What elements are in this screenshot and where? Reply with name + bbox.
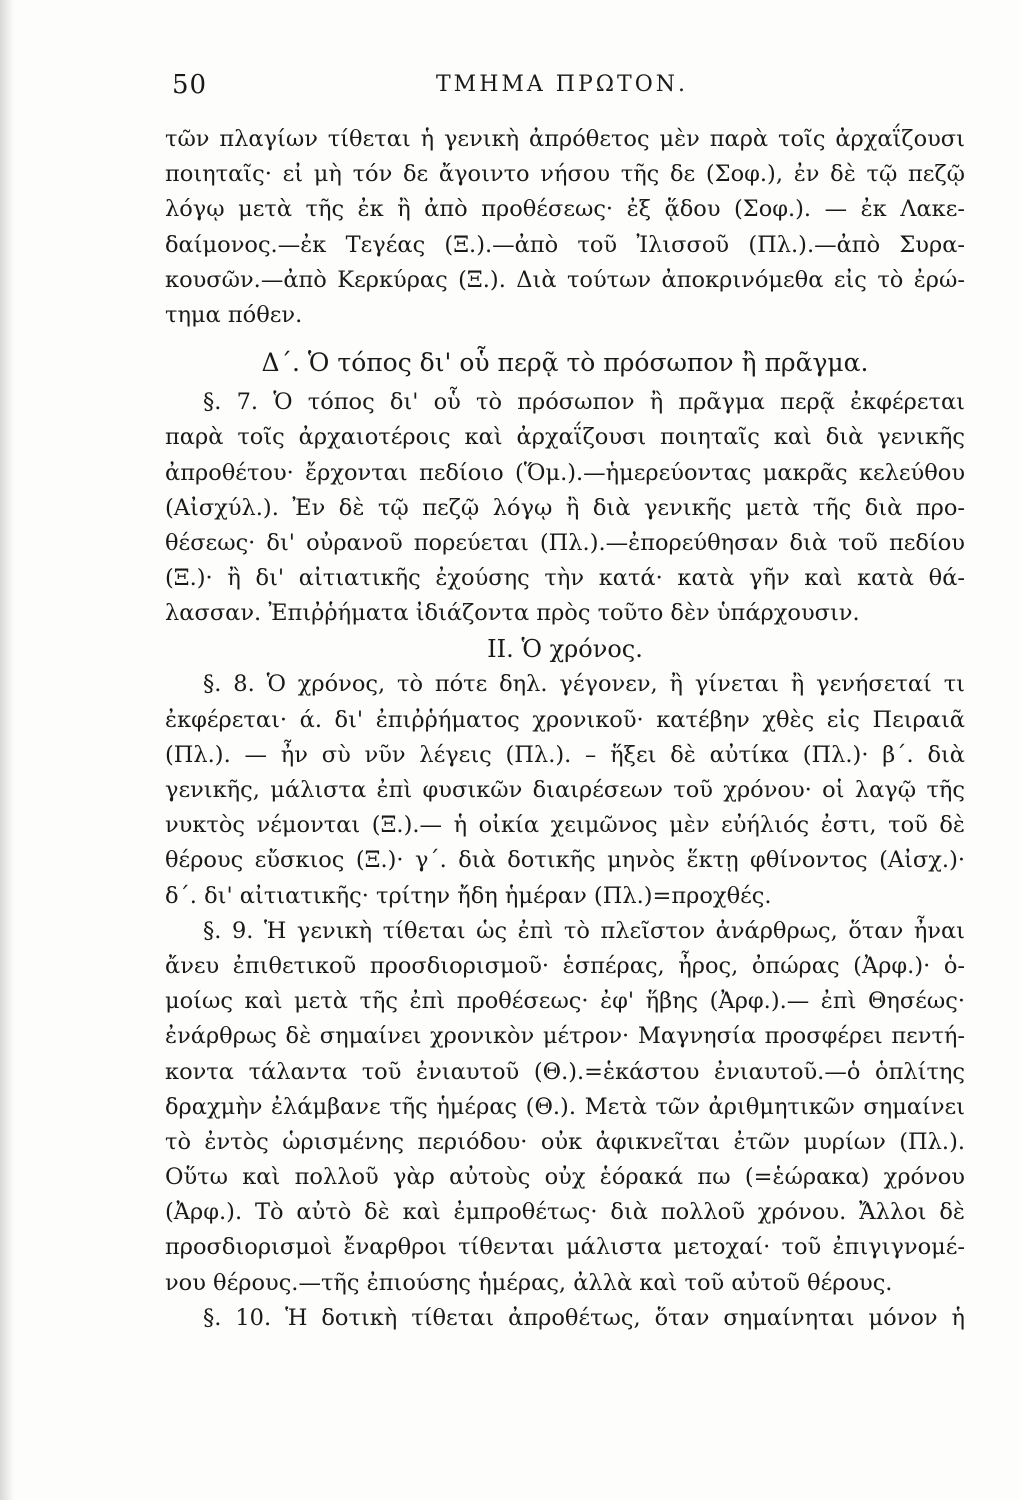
running-title: ΤΜΗΜΑ ΠΡΩΤΟΝ.: [436, 72, 688, 97]
text-line: §. 8. Ὁ χρόνος, τὸ πότε δηλ. γέγονεν, ἢ γίνεται ἢ γενήσεταί τι: [203, 671, 965, 698]
text-line: τημα πόθεν.: [165, 301, 303, 328]
text-line: παρὰ τοῖς ἀρχαιοτέροις καὶ ἀρχαΐζουσι ποιηταῖς καὶ διὰ γενικῆς: [165, 424, 965, 451]
text-line: (Αἰσχύλ.). Ἐν δὲ τῷ πεζῷ λόγῳ ἢ διὰ γενικῆς μετὰ τῆς διὰ προ-: [165, 494, 965, 521]
text-line: λόγῳ μετὰ τῆς ἐκ ἢ ἀπὸ προθέσεως· ἐξ ᾅδου (Σοφ.). — ἐκ Λακε-: [165, 196, 965, 223]
paragraph-continuation: [165, 122, 965, 333]
text-line: μοίως καὶ μετὰ τῆς ἐπὶ προθέσεως· ἐφ' ἥβης (Ἀρφ.).— ἐπὶ Θησέως·: [165, 988, 965, 1015]
paragraph-section-7: [165, 385, 965, 631]
text-line: προσδιορισμοὶ ἔναρθροι τίθενται μάλιστα μετοχαί· τοῦ ἐπιγιγνομέ-: [165, 1234, 965, 1261]
text-line: ἄνευ ἐπιθετικοῦ προσδιορισμοῦ· ἑσπέρας, ἦρος, ὀπώρας (Ἀρφ.)· ὁ-: [165, 952, 965, 979]
body-text: [165, 122, 965, 1336]
text-line: νου θέρους.—τῆς ἐπιούσης ἡμέρας, ἀλλὰ καὶ τοῦ αὐτοῦ θέρους.: [165, 1269, 893, 1296]
text-line: (Ἀρφ.). Τὸ αὐτὸ δὲ καὶ ἐμπροθέτως· διὰ πολλοῦ χρόνου. Ἄλλοι δὲ: [165, 1199, 965, 1226]
page-header: [172, 70, 952, 104]
paragraph-section-10: [165, 1301, 965, 1336]
text-line: ἐκφέρεται· ά. δι' ἐπιῤῥήματος χρονικοῦ· κατέβην χθὲς εἰς Πειραιᾶ: [165, 706, 965, 733]
section-heading-time: ΙΙ. Ὁ χρόνος.: [487, 635, 643, 664]
text-line: νυκτὸς νέμονται (Ξ.).— ἡ οἰκία χειμῶνος μὲν εὐήλιός ἐστι, τοῦ δὲ: [165, 812, 965, 839]
text-line: τῶν πλαγίων τίθεται ἡ γενικὴ ἀπρόθετος μὲν παρὰ τοῖς ἀρχαΐζουσι: [165, 126, 965, 152]
text-line: δραχμὴν ἐλάμβανε τῆς ἡμέρας (Θ.). Μετὰ τῶν ἀριθμητικῶν σημαίνει: [165, 1093, 965, 1120]
text-line: τὸ ἐντὸς ὡρισμένης περιόδου· οὐκ ἀφικνεῖται ἐτῶν μυρίων (Πλ.).: [165, 1128, 965, 1155]
text-line: ἐνάρθρως δὲ σημαίνει χρονικὸν μέτρον· Μαγνησία προσφέρει πεντή-: [165, 1023, 965, 1050]
paragraph-section-8: [165, 667, 965, 913]
text-line: (Πλ.). — ἦν σὺ νῦν λέγεις (Πλ.). – ἥξει δὲ αὐτίκα (Πλ.)· β΄. διὰ: [165, 741, 965, 768]
section-heading-delta: Δ΄. Ὁ τόπος δι' οὗ περᾷ τὸ πρόσωπον ἢ πρᾶγμα.: [261, 348, 869, 378]
text-line: Οὕτω καὶ πολλοῦ γὰρ αὐτοὺς οὐχ ἑόρακά πω (=ἑώρακα) χρόνου: [165, 1164, 965, 1191]
paragraph-section-9: [165, 914, 965, 1301]
text-line: §. 10. Ἡ δοτικὴ τίθεται ἀπροθέτως, ὅταν σημαίνηται μόνον ἡ: [203, 1304, 965, 1331]
text-line: θέρους εὔσκιος (Ξ.)· γ΄. διὰ δοτικῆς μηνὸς ἕκτῃ φθίνοντος (Αἰσχ.)·: [165, 847, 965, 874]
page-number: 50: [172, 70, 208, 100]
page-edge-shadow: [0, 0, 14, 1500]
text-line: §. 9. Ἡ γενικὴ τίθεται ὡς ἐπὶ τὸ πλεῖστον ἀνάρθρως, ὅταν ἦναι: [203, 917, 965, 944]
text-line: λασσαν. Ἐπιῤῥήματα ἰδιάζοντα πρὸς τοῦτο δὲν ὑπάρχουσιν.: [165, 600, 860, 627]
text-line: κουσῶν.—ἀπὸ Κερκύρας (Ξ.). Διὰ τούτων ἀποκρινόμεθα εἰς τὸ ἐρώ-: [165, 266, 965, 293]
text-line: κοντα τάλαντα τοῦ ἐνιαυτοῦ (Θ.).=ἑκάστου ἐνιαυτοῦ.—ὁ ὁπλίτης: [165, 1058, 965, 1085]
text-line: ποιηταῖς· εἰ μὴ τόν δε ἄγοιντο νήσου τῆς δε (Σοφ.), ἐν δὲ τῷ πεζῷ: [165, 161, 965, 188]
text-line: δαίμονος.—ἐκ Τεγέας (Ξ.).—ἀπὸ τοῦ Ἰλισσοῦ (Πλ.).—ἀπὸ Συρα-: [165, 231, 965, 258]
text-line: δ΄. δι' αἰτιατικῆς· τρίτην ἤδη ἡμέραν (Πλ.)=προχθές.: [165, 882, 772, 909]
text-line: (Ξ.)· ἢ δι' αἰτιατικῆς ἐχούσης τὴν κατά· κατὰ γῆν καὶ κατὰ θά-: [165, 565, 965, 592]
text-line: γενικῆς, μάλιστα ἐπὶ φυσικῶν διαιρέσεων τοῦ χρόνου· οἱ λαγῷ τῆς: [165, 777, 965, 803]
text-line: §. 7. Ὁ τόπος δι' οὗ τὸ πρόσωπον ἢ πρᾶγμα περᾷ ἐκφέρεται: [203, 389, 965, 416]
text-line: θέσεως· δι' οὐρανοῦ πορεύεται (Πλ.).—ἐπορεύθησαν διὰ τοῦ πεδίου: [165, 529, 965, 556]
text-line: ἀπροθέτου· ἔρχονται πεδίοιο (Ὅμ.).—ἡμερεύοντας μακρᾶς κελεύθου: [165, 459, 965, 486]
